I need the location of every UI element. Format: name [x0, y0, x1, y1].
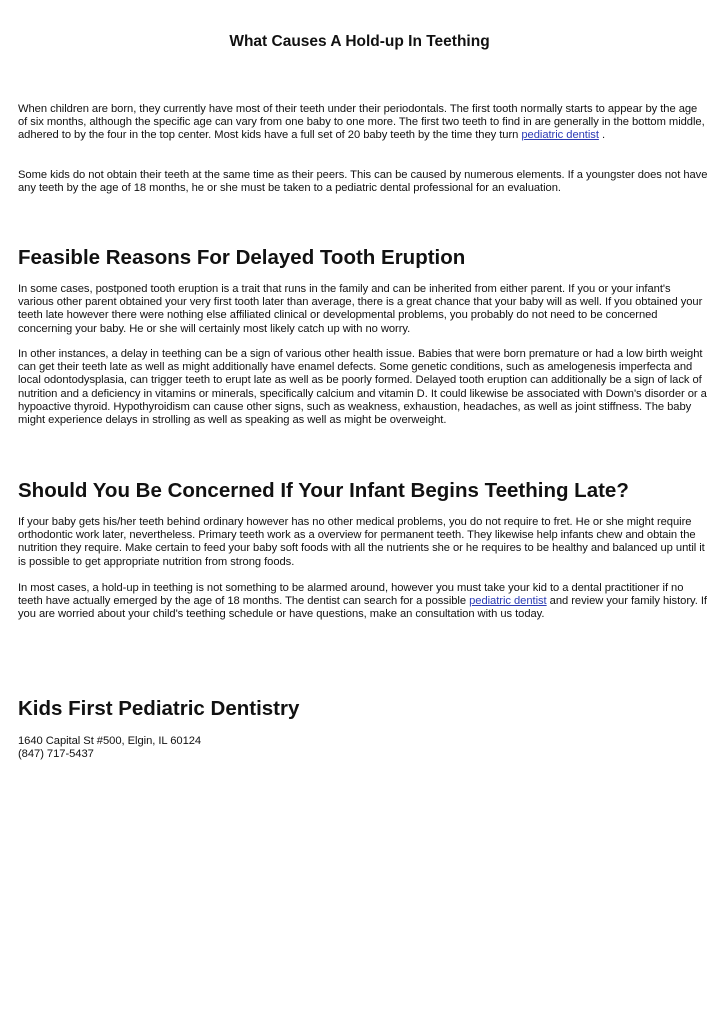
section1-paragraph-1: In some cases, postponed tooth eruption is a trait that runs in the family and can be inherited from either parent. If you or your infant's various other parent obtained your very first tooth later than average, there is a great chance that your baby will as well. If you obtained your teeth late however there were nothing else affiliated clinical or developmental problems, you probably do not need to be concerned concerning your baby. He or she will certainly most likely catch up with no worry. — [18, 283, 703, 335]
pediatric-dentist-link[interactable]: pediatric dentist — [521, 129, 599, 142]
section-heading-delayed-eruption: Feasible Reasons For Delayed Tooth Eruption — [18, 246, 466, 269]
document-title: What Causes A Hold-up In Teething — [229, 33, 490, 50]
pediatric-dentist-link-2[interactable]: pediatric dentist — [469, 595, 547, 608]
intro-paragraph-1 — [18, 103, 708, 143]
section-heading-practice-name: Kids First Pediatric Dentistry — [18, 697, 300, 720]
intro-paragraph-1-end: . — [598, 129, 606, 142]
contact-block — [18, 735, 708, 761]
section1-paragraph-2: In other instances, a delay in teething can be a sign of various other health issue. Babies that were born premature or had a low birth weight can get their teeth late as well as might additionally have enamel defects. Some genetic conditions, such as amelogenesis imperfecta and local odontodysplasia, can trigger teeth to erupt late as well as be poorly formed. Delayed tooth eruption can additionally be a sign of lack of nutrition and a deficiency in vitamins or minerals, specifically calcium and vitamin D. It could likewise be associated with Down's disorder or a hypoactive thyroid. Hypothyroidism can cause other signs, such as weakness, exhaustion, headaches, as well as joint stiffness. The baby might experience delays in strolling as well as speaking as well as might be overweight. — [18, 348, 707, 427]
section-heading-concerned: Should You Be Concerned If Your Infant Begins Teething Late? — [18, 479, 629, 502]
practice-phone: (847) 717-5437 — [18, 748, 94, 761]
practice-address: 1640 Capital St #500, Elgin, IL 60124 — [18, 735, 202, 747]
intro-paragraph-2: Some kids do not obtain their teeth at the same time as their peers. This can be caused by numerous elements. If a youngster does not have any teeth by the age of 18 months, he or she must be taken to a pediatric dental professional for an evaluation. — [18, 169, 708, 195]
intro-paragraph-1-text: When children are born, they currently have most of their teeth under their periodontals. The first tooth normally starts to appear by the age of six months, although the specific age can vary from one baby to one more. The first two teeth to find in are generally in the bottom middle, adhered to by the four in the top center. Most kids have a full set of 20 baby teeth by the time they turn — [18, 103, 705, 142]
section2-paragraph-2-end: and review your family history. If you are worried about your child's teething schedule or have questions, make an consultation with us today. — [18, 595, 707, 621]
section2-paragraph-2 — [18, 582, 708, 622]
section2-paragraph-2-text: In most cases, a hold-up in teething is not something to be alarmed around, however you must take your kid to a dental practitioner if no teeth have actually emerged by the age of 18 months. The dentist can search for a possible — [18, 582, 684, 608]
section2-paragraph-1: If your baby gets his/her teeth behind ordinary however has no other medical problems, you do not require to fret. He or she might require orthodontic work later, nevertheless. Primary teeth work as a overview for permanent teeth. They likewise help infants chew and obtain the nutrition they require. Make certain to feed your baby soft foods with all the nutrients she or he requires to be healthy and balanced up until it is possible to get appropriate nutrition from strong foods. — [18, 516, 705, 568]
